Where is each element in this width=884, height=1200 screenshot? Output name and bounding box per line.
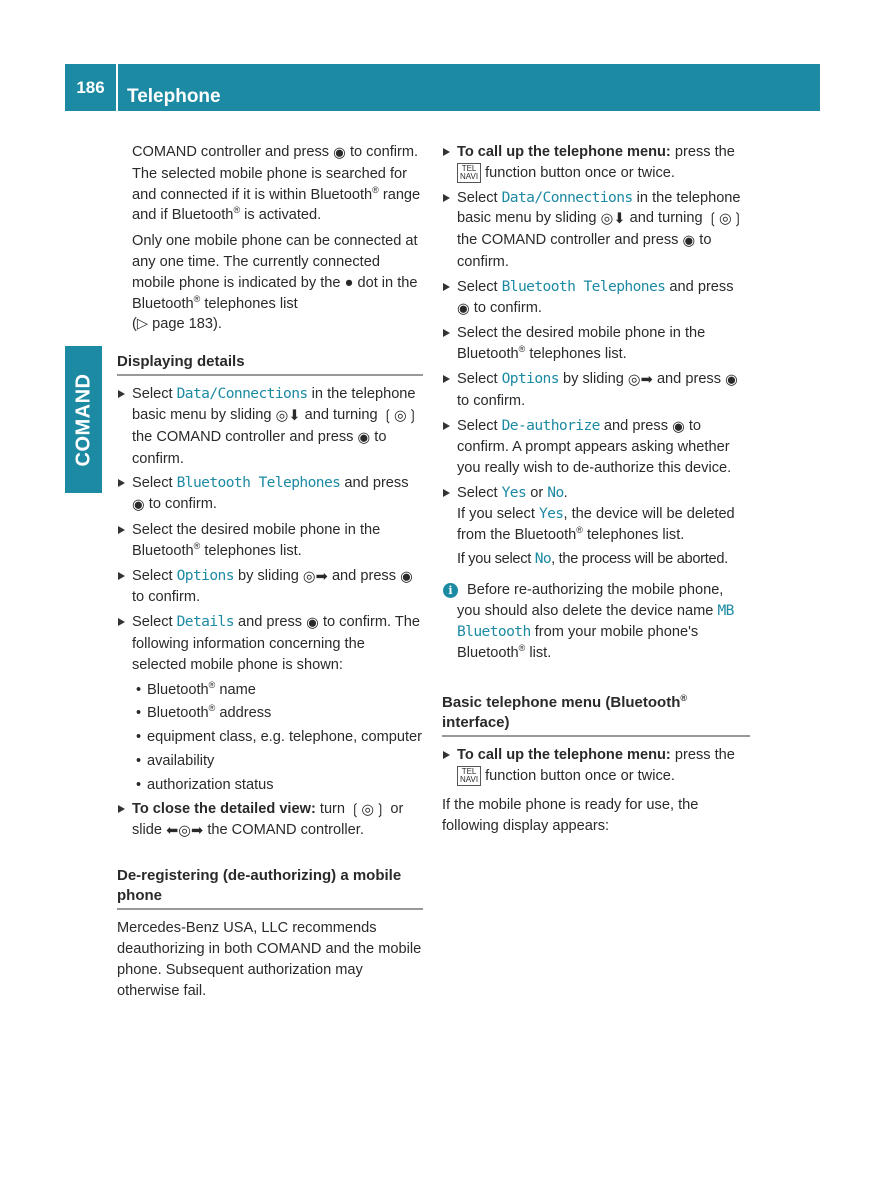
text: to confirm. [132, 428, 387, 467]
text: function button once or twice. [485, 164, 675, 181]
slide-right-icon: ◎➡ [302, 568, 328, 585]
menu-item: De-authorize [501, 416, 600, 434]
step [442, 323, 750, 365]
tel-navi-button-icon [457, 766, 481, 786]
text: telephones list. [204, 542, 302, 559]
menu-item: Data/Connections [501, 188, 633, 206]
menu-item: Yes [538, 504, 564, 522]
menu-item: No [534, 550, 552, 568]
text: . [563, 484, 568, 501]
menu-item: No [547, 483, 564, 501]
menu-item: Bluetooth Telephones [176, 474, 341, 492]
press-icon: ◉ [306, 615, 319, 632]
text: to confirm. [457, 417, 702, 456]
text: Before re-authorizing the mobile phone, you should also delete the device name [457, 582, 724, 619]
closing-text: If the mobile phone is ready for use, the following display appears: [442, 796, 699, 834]
text: and press [344, 475, 409, 492]
registered-mark: ® [208, 703, 216, 714]
text: Select [132, 475, 173, 492]
intro-paragraph-2 [117, 164, 423, 226]
text: telephones list [204, 295, 298, 312]
text: press the [674, 144, 735, 160]
text: and turning [304, 406, 378, 423]
text: Bluetooth [147, 705, 209, 722]
list-item: • authorization status [117, 775, 423, 796]
tel-label: TEL [461, 767, 477, 777]
step [117, 520, 423, 562]
navi-label: NAVI [460, 171, 479, 181]
text: COMAND controller and press [132, 144, 330, 160]
text: A prompt appears asking whether you really wish to de-authorize this device. [457, 439, 732, 477]
intro-paragraph-3 [117, 231, 423, 335]
menu-item: Yes [501, 483, 527, 501]
text: The following information concerning the selected mobile phone is shown: [132, 614, 421, 673]
tel-navi-button-icon [457, 163, 481, 183]
list-item [117, 680, 423, 701]
text: press the [674, 747, 735, 764]
text: the COMAND controller and press [457, 232, 679, 249]
list-item: • availability [117, 751, 423, 772]
press-icon: ◉ [672, 418, 685, 435]
menu-item: Options [176, 566, 234, 584]
text: to confirm. [349, 144, 419, 160]
text: telephones list. [586, 526, 685, 543]
text: list. [529, 644, 552, 661]
text: Select [132, 386, 173, 403]
heading-de-registering: De-registering (de-authorizing) a mobile phone [117, 866, 423, 910]
intro-paragraph-1 [117, 142, 423, 164]
de-registering-text: Mercedes-Benz USA, LLC recommends deauthorizing in both COMAND and the mobile phone. Subsequent authorization may otherwise fail. [117, 920, 422, 999]
text: is activated. [244, 207, 322, 224]
text: interface) [442, 714, 510, 732]
text: and press [603, 417, 669, 434]
registered-mark: ® [193, 293, 201, 304]
step [442, 188, 750, 273]
text: or [530, 484, 544, 501]
press-icon: ◉ [725, 371, 738, 388]
registered-mark: ® [208, 679, 216, 690]
dot-icon: ● [344, 274, 354, 291]
turn-icon: ❲◎❳ [706, 211, 744, 228]
text: function button once or twice. [485, 768, 675, 785]
menu-item: Details [176, 613, 234, 631]
press-icon: ◉ [132, 497, 145, 514]
registered-mark: ® [518, 642, 526, 653]
text: , the process will be aborted. [551, 551, 728, 568]
text: and press [331, 567, 397, 584]
text: Select [457, 370, 498, 387]
slide-down-icon: ◎⬇ [600, 211, 626, 228]
text: by sliding [238, 567, 299, 584]
slide-right-icon: ◎➡ [627, 371, 653, 388]
registered-mark: ® [680, 693, 687, 704]
page-reference: (▷ page 183). [132, 316, 222, 333]
text: the COMAND controller. [207, 822, 364, 839]
text: Select [457, 417, 498, 434]
step-label: To call up the telephone menu: [457, 144, 671, 160]
text: to confirm. [473, 299, 542, 316]
text: Basic telephone menu (Bluetooth [442, 694, 681, 712]
text: Only one mobile phone can be connected at any one time. The currently connected mobile phone is indicated by the [132, 233, 418, 291]
text: Select [457, 278, 498, 295]
heading-basic-telephone-menu [442, 693, 750, 737]
registered-mark: ® [576, 524, 583, 535]
step [117, 799, 423, 843]
page-number: 186 [76, 78, 105, 97]
step [442, 745, 750, 787]
header-divider [116, 64, 118, 111]
text: or slide [132, 800, 404, 839]
side-tab [65, 346, 102, 493]
text: to confirm. [148, 496, 217, 513]
text: in the telephone basic menu by sliding [457, 189, 741, 227]
text: dot in the Bluetooth [132, 274, 418, 312]
step [442, 483, 750, 570]
list-item [117, 703, 423, 724]
text: address [219, 705, 272, 722]
text: If you select [457, 505, 535, 522]
press-icon: ◉ [333, 145, 346, 161]
press-icon: ◉ [357, 429, 371, 446]
press-icon: ◉ [682, 233, 696, 250]
text: turn [319, 800, 346, 817]
abort-note [457, 549, 750, 570]
text: to confirm. [457, 232, 712, 270]
text: Bluetooth [147, 681, 209, 698]
text: Select [132, 614, 173, 631]
text: The selected mobile phone is searched for and connected if it is within Bluetooth [132, 165, 408, 203]
press-icon: ◉ [400, 568, 413, 585]
registered-mark: ® [193, 540, 201, 551]
text: range and if Bluetooth [132, 186, 421, 224]
left-column [117, 142, 423, 1001]
text: the COMAND controller and press [132, 428, 354, 445]
turn-icon: ❲◎❳ [349, 801, 387, 818]
step [442, 142, 750, 184]
text: to confirm. [457, 392, 526, 409]
step [442, 277, 750, 320]
right-column [442, 142, 750, 837]
step [117, 566, 423, 609]
step [117, 473, 423, 516]
text: and press [669, 278, 734, 295]
step [442, 369, 750, 412]
side-tab-label: COMAND [72, 373, 94, 466]
registered-mark: ® [518, 344, 526, 355]
text: name [219, 681, 256, 698]
step [442, 416, 750, 479]
text: , the device will be deleted from the Bluetooth [457, 505, 735, 543]
step-label: To call up the telephone menu: [457, 747, 671, 764]
turn-icon: ❲◎❳ [381, 407, 419, 424]
menu-item: Options [501, 369, 559, 387]
text: in the telephone basic menu by sliding [132, 386, 416, 423]
text: to confirm. [322, 614, 392, 631]
step [117, 612, 423, 675]
menu-item: MB Bluetooth [457, 601, 734, 640]
step-label: To close the detailed view: [132, 800, 316, 817]
registered-mark: ® [372, 184, 379, 195]
text: and turning [629, 210, 703, 227]
text: and press [656, 370, 722, 387]
slide-down-icon: ◎⬇ [275, 407, 301, 424]
tel-label: TEL [461, 163, 477, 173]
text: telephones list. [529, 346, 627, 363]
step [117, 384, 423, 469]
text: Select the desired mobile phone in the Bluetooth [132, 521, 381, 559]
text: from your mobile phone's Bluetooth [457, 623, 699, 661]
list-item: • equipment class, e.g. telephone, computer [117, 727, 423, 748]
menu-item: Data/Connections [176, 385, 308, 403]
press-icon: ◉ [457, 300, 470, 317]
text: If you select [457, 551, 531, 568]
section-title: Telephone [127, 86, 221, 107]
info-note [442, 580, 750, 663]
registered-mark: ® [233, 205, 241, 216]
page-header [65, 64, 820, 111]
text: Select the desired mobile phone in the Bluetooth [457, 325, 706, 363]
text: Select [132, 567, 173, 584]
info-icon: i [443, 583, 458, 598]
text: to confirm. [132, 589, 201, 606]
text: Select [457, 189, 498, 206]
slide-left-right-icon: ⬅◎➡ [166, 823, 204, 840]
text: Select [457, 484, 498, 501]
menu-item: Bluetooth Telephones [501, 277, 666, 295]
text: by sliding [563, 370, 624, 387]
heading-displaying-details: Displaying details [117, 352, 423, 376]
navi-label: NAVI [460, 775, 479, 785]
text: and press [238, 614, 303, 631]
